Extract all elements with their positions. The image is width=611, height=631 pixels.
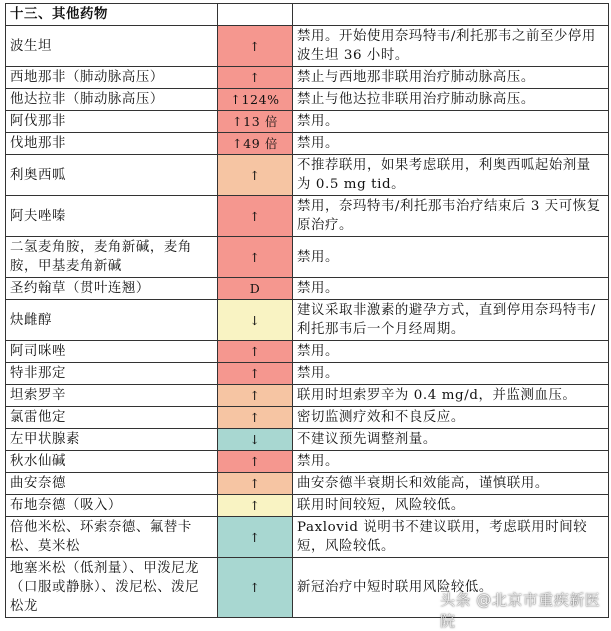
recommendation-cell: 禁用。 [293, 278, 609, 300]
recommendation-cell: 禁用，奈玛特韦/利托那韦治疗结束后 3 天可恢复原治疗。 [293, 196, 609, 237]
recommendation-cell: 联用时坦索罗辛为 0.4 mg/d，并监测血压。 [293, 385, 609, 407]
effect-cell: ↑ [218, 517, 293, 558]
drug-name-cell: 阿司咪唑 [6, 341, 218, 363]
effect-cell: ↑ [218, 558, 293, 618]
effect-cell: ↑ [218, 341, 293, 363]
section-empty-cell [293, 4, 609, 26]
section-title: 十三、其他药物 [6, 4, 218, 26]
recommendation-cell: 联用时间较短，风险较低。 [293, 495, 609, 517]
table-row [6, 363, 609, 385]
table-row [6, 341, 609, 363]
table-row [6, 495, 609, 517]
drug-name-cell: 利奥西呱 [6, 155, 218, 196]
effect-cell: ↓ [218, 429, 293, 451]
table-row [6, 278, 609, 300]
drug-name-cell: 氯雷他定 [6, 407, 218, 429]
table-row [6, 451, 609, 473]
watermark: 头条 @北京市重疾新医院 [440, 591, 601, 630]
table-row [6, 517, 609, 558]
drug-name-cell: 波生坦 [6, 26, 218, 67]
effect-cell: ↑13 倍 [218, 111, 293, 133]
drug-name-cell: 阿伐那非 [6, 111, 218, 133]
recommendation-cell: 密切监测疗效和不良反应。 [293, 407, 609, 429]
recommendation-cell: 禁用。 [293, 363, 609, 385]
effect-cell: ↑ [218, 67, 293, 89]
effect-cell: ↑ [218, 196, 293, 237]
recommendation-cell: 禁用。 [293, 133, 609, 155]
recommendation-cell: 禁用。 [293, 451, 609, 473]
drug-name-cell: 二氢麦角胺，麦角新碱，麦角胺，甲基麦角新碱 [6, 237, 218, 278]
recommendation-cell: 不建议预先调整剂量。 [293, 429, 609, 451]
recommendation-cell: 不推荐联用，如果考虑联用，利奥西呱起始剂量为 0.5 mg tid。 [293, 155, 609, 196]
drug-name-cell: 炔雌醇 [6, 300, 218, 341]
effect-cell: ↑124% [218, 89, 293, 111]
drug-name-cell: 西地那非（肺动脉高压） [6, 67, 218, 89]
table-row [6, 385, 609, 407]
recommendation-cell: 禁用。开始使用奈玛特韦/利托那韦之前至少停用波生坦 36 小时。 [293, 26, 609, 67]
drug-interaction-table [5, 3, 609, 618]
effect-cell: ↑ [218, 495, 293, 517]
effect-cell: ↑ [218, 473, 293, 495]
effect-cell: ↑49 倍 [218, 133, 293, 155]
drug-name-cell: 阿夫唑嗪 [6, 196, 218, 237]
drug-name-cell: 秋水仙碱 [6, 451, 218, 473]
drug-name-cell: 圣约翰草（贯叶连翘） [6, 278, 218, 300]
table-row [6, 473, 609, 495]
effect-cell: ↑ [218, 26, 293, 67]
table-row [6, 155, 609, 196]
recommendation-cell: Paxlovid 说明书不建议联用，考虑联用时间较短，风险较低。 [293, 517, 609, 558]
recommendation-cell: 建议采取非激素的避孕方式，直到停用奈玛特韦/利托那韦后一个月经周期。 [293, 300, 609, 341]
table-row [6, 133, 609, 155]
drug-name-cell: 倍他米松、环索奈德、氟替卡松、莫米松 [6, 517, 218, 558]
recommendation-cell: 禁用。 [293, 237, 609, 278]
effect-cell: ↑ [218, 363, 293, 385]
drug-name-cell: 特非那定 [6, 363, 218, 385]
effect-cell: D [218, 278, 293, 300]
drug-name-cell: 坦索罗辛 [6, 385, 218, 407]
recommendation-cell: 禁止与他达拉非联用治疗肺动脉高压。 [293, 89, 609, 111]
section-header-row [6, 4, 609, 26]
effect-cell: ↑ [218, 237, 293, 278]
drug-name-cell: 曲安奈德 [6, 473, 218, 495]
effect-cell: ↑ [218, 155, 293, 196]
recommendation-cell: 禁止与西地那非联用治疗肺动脉高压。 [293, 67, 609, 89]
table-row [6, 26, 609, 67]
effect-cell: ↑ [218, 407, 293, 429]
recommendation-cell: 禁用。 [293, 341, 609, 363]
table-body [6, 4, 609, 618]
drug-name-cell: 左甲状腺素 [6, 429, 218, 451]
drug-name-cell: 地塞米松（低剂量）、甲泼尼龙（口服或静脉）、泼尼松、泼尼松龙 [6, 558, 218, 618]
drug-name-cell: 伐地那非 [6, 133, 218, 155]
drug-name-cell: 他达拉非（肺动脉高压） [6, 89, 218, 111]
effect-cell: ↓ [218, 300, 293, 341]
recommendation-cell: 禁用。 [293, 111, 609, 133]
effect-cell: ↑ [218, 385, 293, 407]
table-row [6, 237, 609, 278]
recommendation-cell: 曲安奈德半衰期长和效能高，谨慎联用。 [293, 473, 609, 495]
table-row [6, 429, 609, 451]
drug-name-cell: 布地奈德（吸入） [6, 495, 218, 517]
section-empty-cell [218, 4, 293, 26]
table-row [6, 111, 609, 133]
table-row [6, 196, 609, 237]
table-row [6, 300, 609, 341]
effect-cell: ↑ [218, 451, 293, 473]
table-row [6, 67, 609, 89]
recommendation-cell: 新冠治疗中短时联用风险较低。 [293, 558, 609, 618]
table-row [6, 89, 609, 111]
table-row [6, 407, 609, 429]
